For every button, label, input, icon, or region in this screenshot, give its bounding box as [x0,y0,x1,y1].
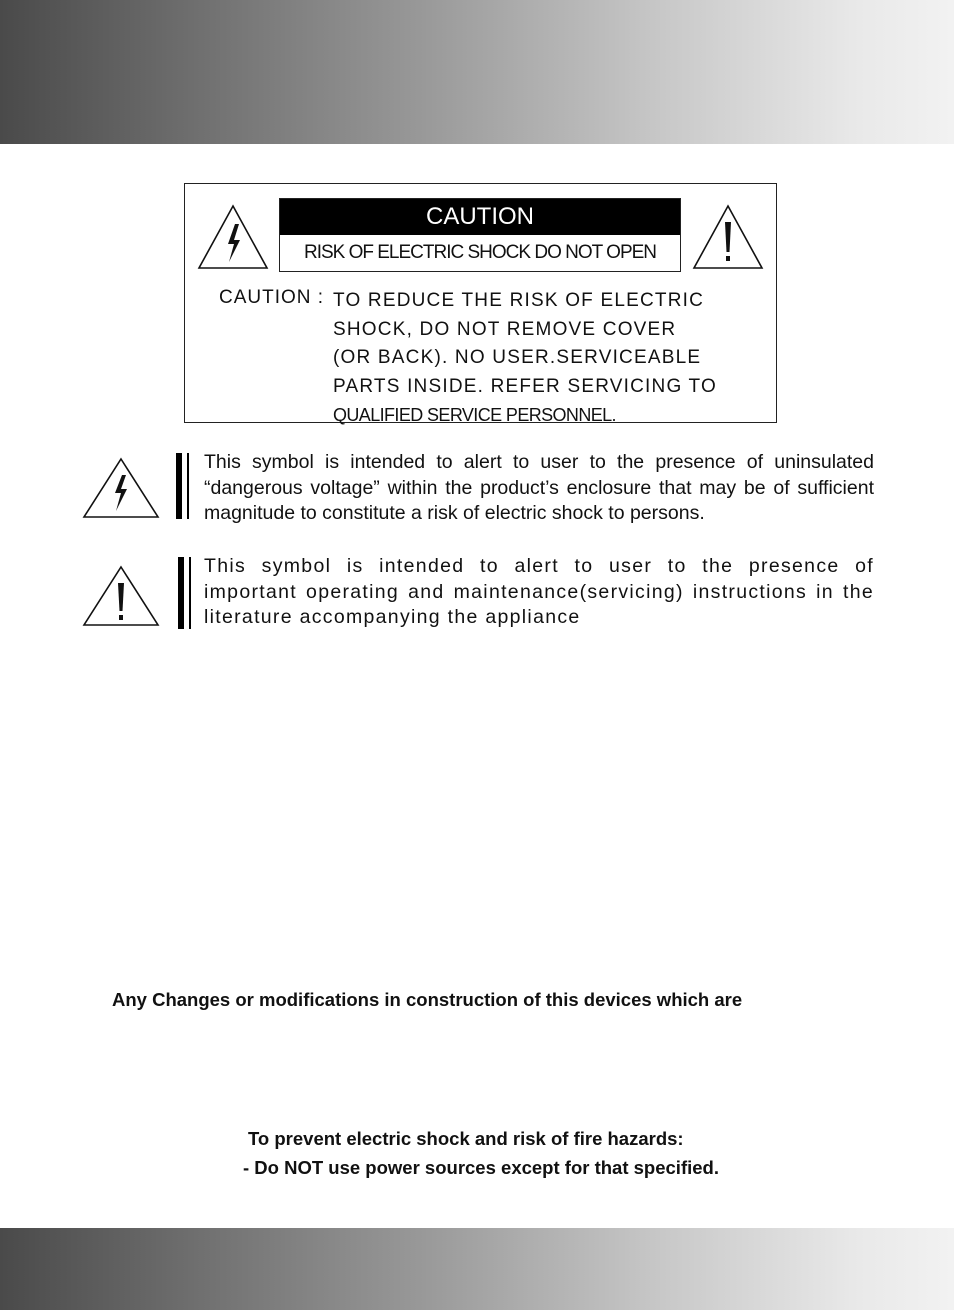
caution-line: TO REDUCE THE RISK OF ELECTRIC [333,290,705,311]
fire-warning-heading: To prevent electric shock and risk of fire hazards: [248,1128,684,1149]
caution-line: SHOCK, DO NOT REMOVE COVER [333,318,677,340]
instructions-symbol-text: This symbol is intended to alert to user to the presence of important operating and maintenance(servicing) instructions in the literature accompanying the appliance [204,555,874,628]
header-gradient-band [0,0,954,144]
modifications-notice: Any Changes or modifications in construction of this devices which are [112,989,743,1010]
caution-label-subheading: RISK OF ELECTRIC SHOCK DO NOT OPEN [303,242,657,263]
voltage-symbol-text: This symbol is intended to alert to user to the presence of uninsulated “dangerous voltage” within the product’s enclosure that may be of sufficient magnitude to constitute a risk of electric shock to persons. [204,451,874,524]
caution-prefix: CAUTION : [219,287,325,308]
caution-label [279,198,681,272]
caution-line: QUALIFIED SERVICE PERSONNEL. [333,405,616,425]
exclamation-triangle-icon [82,565,160,627]
lightning-triangle-icon [82,457,160,519]
caution-label-heading: CAUTION [280,199,680,235]
footer-gradient-band [0,1228,954,1310]
caution-statement [333,287,743,430]
caution-label-panel [184,183,777,423]
caution-line: PARTS INSIDE. REFER SERVICING TO [333,375,717,397]
caution-line: (OR BACK). NO USER.SERVICEABLE [333,347,702,368]
exclamation-triangle-icon [692,204,764,270]
lightning-triangle-icon [197,204,269,270]
fire-warning-item: - Do NOT use power sources except for that specified. [243,1157,719,1178]
